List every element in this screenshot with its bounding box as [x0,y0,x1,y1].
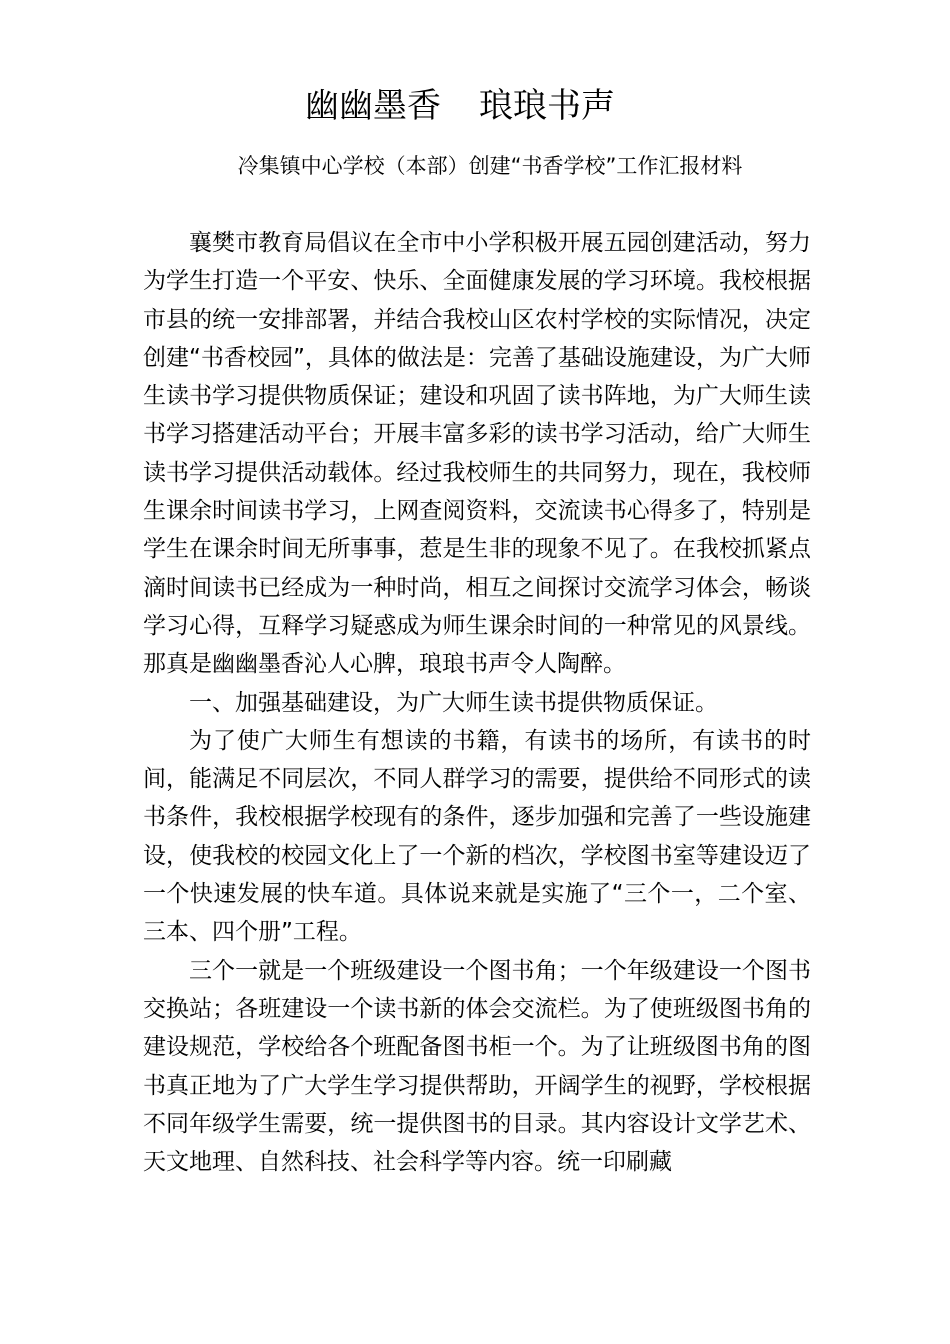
document-subtitle: 冷集镇中心学校（本部）创建“书香学校”工作汇报材料 [237,154,743,178]
document-body [143,224,811,1181]
paragraph-section-1: 为了使广大师生有想读的书籍，有读书的场所，有读书的时间，能满足不同层次，不同人群学习的需要，提供给不同形式的读书条件，我校根据学校现有的条件，逐步加强和完善了一些设施建设，使我校的校园文化上了一个新的档次，学校图书室等建设迈了一个快速发展的快车道。具体说来就是实施了“三个一，二个室、三本、四个册”工程。 [143,727,811,946]
document-title [0,82,920,130]
section-heading-1: 一、加强基础建设，为广大师生读书提供物质保证。 [189,689,718,716]
paragraph-three-ones: 三个一就是一个班级建设一个图书角；一个年级建设一个图书交换站；各班建设一个读书新的体会交流栏。为了使班级图书角的建设规范，学校给各个班配备图书柜一个。为了让班级图书角的图书真正地为了广大学生学习提供帮助，开阔学生的视野，学校根据不同年级学生需要，统一提供图书的目录。其内容设计文学艺术、天文地理、自然科技、社会科学等内容。统一印刷藏 [143,957,811,1176]
title-part-2: 琅琅书声 [479,86,615,126]
paragraph-intro: 襄樊市教育局倡议在全市中小学积极开展五园创建活动，努力为学生打造一个平安、快乐、全面健康发展的学习环境。我校根据市县的统一安排部署，并结合我校山区农村学校的实际情况，决定创建“书香校园”，具体的做法是：完善了基础设施建设，为广大师生读书学习提供物质保证；建设和巩固了读书阵地，为广大师生读书学习搭建活动平台；开展丰富多彩的读书学习活动，给广大师生读书学习提供活动载体。经过我校师生的共同努力，现在，我校师生课余时间读书学习，上网查阅资料，交流读书心得多了，特别是学生在课余时间无所事事，惹是生非的现象不见了。在我校抓紧点滴时间读书已经成为一种时尚，相互之间探讨交流学习体会，畅谈学习心得，互释学习疑惑成为师生课余时间的一种常见的风景线。那真是幽幽墨香沁人心脾，琅琅书声令人陶醉。 [143,230,811,678]
title-part-1: 幽幽墨香 [305,86,441,126]
